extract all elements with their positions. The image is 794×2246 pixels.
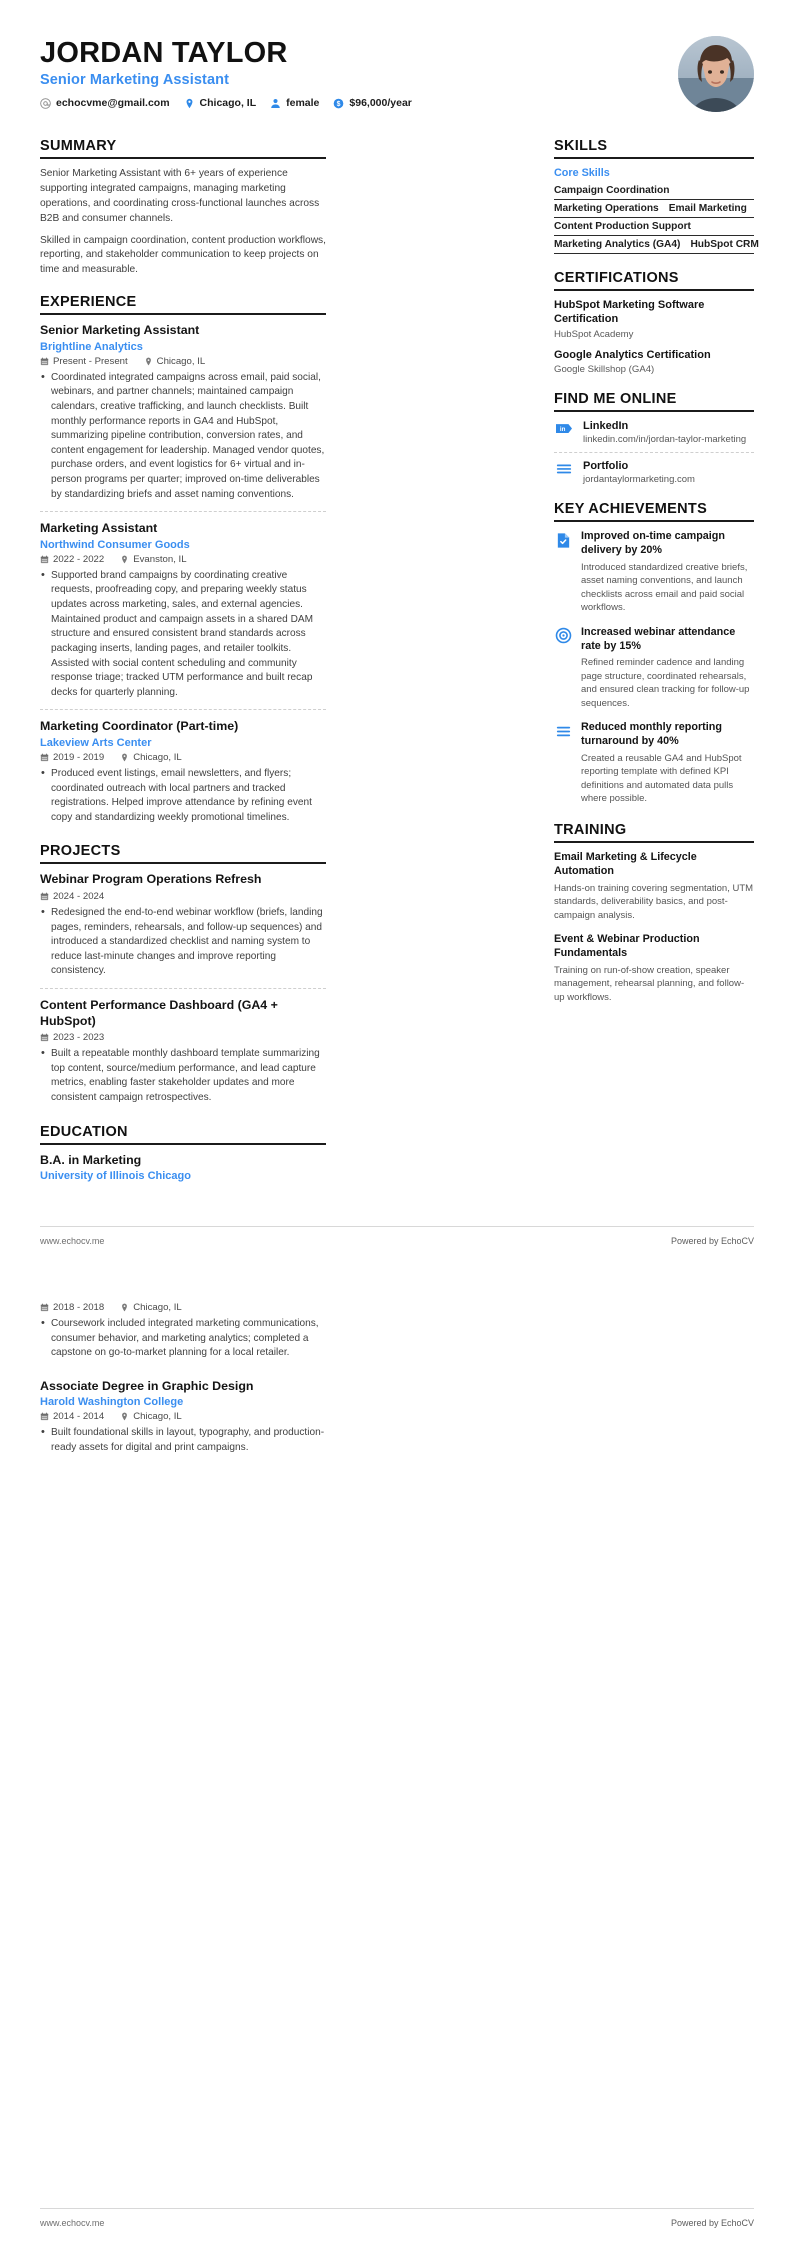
online-link-body	[583, 420, 746, 445]
contact-email-text: echocvme@gmail.com	[56, 97, 170, 110]
education-location: Chicago, IL	[133, 1302, 182, 1314]
location-pin-icon	[120, 1303, 129, 1312]
target-icon	[554, 627, 572, 645]
education-dates-wrap	[40, 1302, 104, 1313]
key-achievements-rule	[554, 520, 754, 522]
location-pin-icon	[120, 1412, 129, 1421]
skill-chip: HubSpot CRM	[690, 239, 759, 250]
training-title: Email Marketing & Lifecycle Automation	[554, 850, 697, 877]
experience-dates: 2019 - 2019	[53, 751, 105, 763]
experience-dates: 2022 - 2022	[53, 553, 105, 565]
experience-bullets	[40, 569, 326, 701]
avatar-photo	[678, 36, 754, 112]
projects-heading: PROJECTS	[40, 843, 121, 860]
certification-item	[554, 299, 754, 340]
footer-brand: Powered by EchoCV	[670, 2218, 754, 2228]
skill-chip: Marketing Analytics (GA4)	[554, 239, 681, 250]
section-certifications	[554, 270, 754, 375]
email-icon	[40, 98, 51, 109]
education-school[interactable]: Harold Washington College	[40, 1396, 184, 1409]
projects-rule	[40, 862, 326, 864]
section-skills	[554, 138, 759, 254]
education-dates: 2014 - 2014	[53, 1411, 105, 1423]
online-link-item[interactable]	[554, 420, 754, 453]
contact-location	[184, 97, 257, 109]
achievement-body	[581, 530, 754, 615]
section-projects	[40, 843, 326, 1107]
experience-dates-wrap	[40, 752, 104, 763]
header-identity	[40, 34, 412, 109]
candidate-name: JORDAN TAYLOR	[40, 37, 288, 69]
svg-text:in: in	[559, 425, 566, 433]
project-bullets	[40, 906, 326, 979]
project-bullets	[40, 1047, 326, 1106]
project-title: Webinar Program Operations Refresh	[40, 872, 262, 887]
contact-salary	[333, 97, 411, 109]
achievement-desc: Created a reusable GA4 and HubSpot reporting template with defined KPI definitions and automated data pulls where possible.	[581, 753, 742, 805]
experience-org[interactable]: Lakeview Arts Center	[40, 736, 152, 749]
skills-heading: SKILLS	[554, 138, 608, 154]
skill-row	[554, 200, 754, 218]
certification-item	[554, 349, 754, 376]
experience-title: Marketing Coordinator (Part-time)	[40, 719, 239, 734]
experience-entry	[40, 719, 326, 827]
experience-location: Chicago, IL	[133, 751, 182, 763]
certification-issuer: HubSpot Academy	[554, 328, 634, 340]
footer-site[interactable]: www.echocv.me	[40, 1236, 105, 1247]
project-dates-wrap	[40, 1032, 104, 1043]
experience-meta	[40, 554, 326, 565]
education-degree: Associate Degree in Graphic Design	[40, 1378, 254, 1393]
skills-group-label: Core Skills	[554, 167, 610, 179]
project-bullet: • Built a repeatable monthly dashboard template summarizing top content, source/medium performance, and lead capture metrics, enabling faster stakeholder updates and more consistent campaign retrospectives.	[40, 1047, 326, 1106]
education-degree: B.A. in Marketing	[40, 1152, 142, 1167]
training-desc: Training on run-of-show creation, speaker management, rehearsal planning, and follow-up workflows.	[554, 964, 745, 1003]
section-find-me-online	[554, 391, 754, 485]
certification-name: HubSpot Marketing Software Certification	[554, 299, 705, 325]
location-pin-icon	[120, 555, 129, 564]
summary-heading: SUMMARY	[40, 138, 117, 154]
education-meta	[40, 1302, 326, 1313]
project-meta	[40, 891, 326, 902]
contact-salary-text: $96,000/year	[349, 97, 412, 110]
key-achievements-heading: KEY ACHIEVEMENTS	[554, 501, 708, 518]
education-bullet: • Built foundational skills in layout, typography, and production-ready assets for digital and print campaigns.	[40, 1426, 326, 1455]
achievement-body	[581, 721, 754, 806]
education-location-wrap	[120, 1302, 182, 1313]
experience-location: Evanston, IL	[133, 553, 187, 565]
education-entry	[40, 1153, 326, 1185]
training-rule	[554, 841, 754, 843]
experience-location-wrap	[120, 554, 186, 565]
skills-rule	[554, 157, 754, 159]
experience-location-wrap	[120, 752, 182, 763]
calendar-icon	[40, 753, 49, 762]
candidate-role: Senior Marketing Assistant	[40, 72, 229, 89]
summary-paragraph: Skilled in campaign coordination, content production workflows, reporting, and stakeholder communication to keep projects on time and measurable.	[40, 234, 326, 276]
achievement-item	[554, 626, 754, 711]
contact-gender-text: female	[286, 97, 320, 110]
training-title: Event & Webinar Production Fundamentals	[554, 933, 700, 959]
experience-bullet: • Coordinated integrated campaigns across email, paid social, webinars, and partner channels; maintained campaign calendars, creative trafficking, and launch checklists. Built monthly performance reports in GA4 and HubSpot, summarizing pipeline contribution, conversion rates, and content engagement for leadership. Managed vendor quotes, purchase orders, and event logistics for 6+ virtual and in-person programs per quarter; improved on-time deliverables by standardizing briefs and asset naming conventions.	[40, 371, 326, 503]
experience-entry	[40, 323, 326, 512]
portfolio-menu-icon	[554, 460, 574, 477]
experience-meta	[40, 356, 326, 367]
online-link-url[interactable]: linkedin.com/in/jordan-taylor-marketing	[583, 434, 747, 446]
experience-location-wrap	[144, 356, 206, 367]
project-bullet: • Redesigned the end-to-end webinar workflow (briefs, landing pages, reminders, rehearsals, and follow-up sequences) and introduced a standardized checklist and naming system to reduce last-minute changes and improve reporting consistency.	[40, 906, 326, 979]
section-education	[40, 1124, 326, 1185]
experience-heading: EXPERIENCE	[40, 294, 137, 311]
education-school[interactable]: University of Illinois Chicago	[40, 1170, 191, 1183]
online-link-label: LinkedIn	[583, 420, 629, 433]
skill-row	[554, 182, 754, 200]
skill-chip: Marketing Operations	[554, 203, 659, 214]
education-location-wrap	[120, 1411, 182, 1422]
right-column	[554, 138, 759, 1020]
training-desc: Hands-on training covering segmentation, UTM standards, deliverability basics, and post-campaign analysis.	[554, 882, 754, 921]
dollar-icon	[333, 98, 344, 109]
find-me-online-rule	[554, 410, 754, 412]
achievement-desc: Introduced standardized creative briefs, asset naming conventions, and launch checklists across email and paid social workflows.	[581, 561, 748, 614]
experience-meta	[40, 752, 326, 763]
experience-bullets	[40, 371, 326, 503]
resume-page-2	[0, 1276, 794, 1456]
skill-chip: Email Marketing	[668, 203, 747, 214]
education-bullet: • Coursework included integrated marketing communications, consumer behavior, and marketing analytics; completed a capstone on go-to-market planning for a local retailer.	[40, 1317, 326, 1361]
achievement-desc: Refined reminder cadence and landing page structure, coordinated rehearsals, and ensured clean tracking for follow-up sequences.	[581, 657, 750, 709]
education-heading: EDUCATION	[40, 1123, 128, 1140]
summary-paragraph: Senior Marketing Assistant with 6+ years of experience supporting integrated campaigns, managing marketing operations, and coordinating cross-functional launches across B2B and consumer channels.	[40, 168, 320, 224]
experience-title: Marketing Assistant	[40, 521, 158, 536]
footer-brand: Powered by EchoCV	[670, 1236, 754, 1247]
skill-row	[554, 218, 754, 236]
section-training	[554, 822, 754, 1004]
experience-dates-wrap	[40, 356, 128, 367]
section-experience	[40, 294, 326, 827]
achievement-title: Increased webinar attendance rate by 15%	[581, 625, 736, 652]
resume-columns	[40, 138, 759, 1200]
skill-chip: Content Production Support	[554, 221, 691, 232]
project-entry	[40, 998, 326, 1108]
education-bullets	[40, 1426, 326, 1455]
document-check-icon	[554, 531, 572, 549]
location-pin-icon	[120, 753, 129, 762]
left-column	[40, 138, 326, 1200]
experience-org[interactable]: Brightline Analytics	[40, 340, 143, 353]
education-dates-wrap	[40, 1411, 104, 1422]
online-link-body	[583, 460, 695, 485]
education-entry	[40, 1379, 326, 1456]
experience-rule	[40, 313, 326, 315]
summary-rule	[40, 157, 326, 159]
contact-gender	[270, 97, 319, 109]
calendar-icon	[40, 1412, 49, 1421]
online-link-url[interactable]: jordantaylormarketing.com	[583, 474, 695, 486]
experience-dates-wrap	[40, 554, 104, 565]
page-2-footer	[40, 2208, 754, 2228]
person-icon	[270, 98, 281, 109]
education-entry	[40, 1302, 326, 1361]
calendar-icon	[40, 555, 49, 564]
training-heading: TRAINING	[554, 821, 627, 838]
education-rule	[40, 1143, 326, 1145]
avatar	[678, 36, 754, 112]
section-key-achievements	[554, 501, 754, 806]
resume-header	[40, 34, 754, 112]
page-break-gap	[0, 1246, 794, 1276]
project-dates: 2023 - 2023	[53, 1032, 105, 1044]
skill-row	[554, 236, 759, 254]
achievement-item	[554, 530, 754, 615]
skill-chip: Campaign Coordination	[554, 185, 670, 196]
training-item	[554, 851, 754, 922]
certifications-heading: CERTIFICATIONS	[554, 270, 679, 286]
project-title: Content Performance Dashboard (GA4 + HubSpot)	[40, 998, 278, 1028]
find-me-online-heading: FIND ME ONLINE	[554, 391, 677, 408]
certification-name: Google Analytics Certification	[554, 348, 711, 361]
page-1-footer	[40, 1226, 754, 1246]
linkedin-icon	[554, 420, 574, 437]
certification-issuer: Google Skillshop (GA4)	[554, 364, 655, 376]
list-lines-icon	[554, 722, 572, 740]
project-entry	[40, 872, 326, 989]
certifications-rule	[554, 289, 754, 291]
calendar-icon	[40, 357, 49, 366]
experience-title: Senior Marketing Assistant	[40, 323, 200, 338]
achievement-title: Reduced monthly reporting turnaround by 40%	[581, 721, 722, 748]
experience-bullet: • Supported brand campaigns by coordinating creative requests, proofreading copy, and preparing weekly status updates across marketing, sales, and external agencies. Maintained product and campaign assets in a shared DAM structure and ensured consistent brand standards across packaging inserts, landing pages, and retailer toolkits. Assisted with social content scheduling and community response triage; tracked UTM performance and built recap decks for quarterly planning.	[40, 569, 326, 701]
experience-org[interactable]: Northwind Consumer Goods	[40, 538, 190, 551]
experience-dates: Present - Present	[53, 355, 128, 367]
experience-entry	[40, 521, 326, 710]
project-meta	[40, 1032, 326, 1043]
online-link-item[interactable]	[554, 460, 754, 485]
online-link-label: Portfolio	[583, 460, 629, 473]
experience-bullets	[40, 767, 326, 826]
footer-site[interactable]: www.echocv.me	[40, 2218, 105, 2228]
achievement-title: Improved on-time campaign delivery by 20%	[581, 530, 725, 557]
contact-row	[40, 97, 412, 109]
location-pin-icon	[144, 357, 153, 366]
training-item	[554, 933, 754, 1004]
education-bullets	[40, 1317, 326, 1361]
education-dates: 2018 - 2018	[53, 1302, 105, 1314]
svg-text:$: $	[336, 100, 341, 108]
project-dates-wrap	[40, 891, 104, 902]
education-continued	[40, 1276, 326, 1456]
education-meta	[40, 1411, 326, 1422]
experience-bullet: • Produced event listings, email newsletters, and flyers; coordinated outreach with local partners and tracked registrations. Helped improve attendance by refining event copy and standardizing weekly promotional timelines.	[40, 767, 326, 826]
calendar-icon	[40, 892, 49, 901]
education-location: Chicago, IL	[133, 1411, 182, 1423]
calendar-icon	[40, 1303, 49, 1312]
contact-location-text: Chicago, IL	[199, 97, 257, 110]
contact-email	[40, 97, 170, 109]
project-dates: 2024 - 2024	[53, 890, 105, 902]
section-summary	[40, 138, 326, 278]
calendar-icon	[40, 1033, 49, 1042]
location-pin-icon	[184, 98, 195, 109]
experience-location: Chicago, IL	[156, 355, 206, 367]
achievement-body	[581, 626, 754, 711]
achievement-item	[554, 721, 754, 806]
